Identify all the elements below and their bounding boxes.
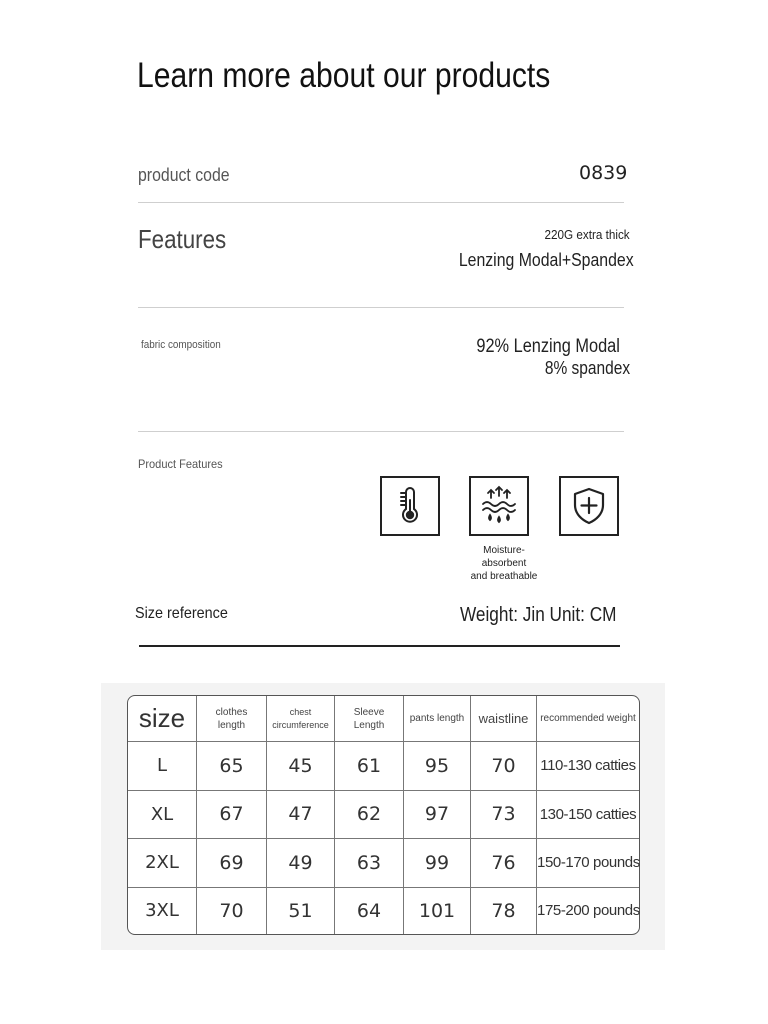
icon-caption bbox=[463, 544, 545, 583]
header-waistline: waistline bbox=[471, 696, 537, 742]
fabric-value-line1: 92% Lenzing Modal bbox=[476, 336, 620, 357]
cell-size: 2XL bbox=[128, 839, 197, 888]
cell-recommended-weight: 175-200 pounds bbox=[537, 902, 640, 920]
cell-chest: 49 bbox=[267, 839, 335, 888]
table-header-row bbox=[128, 696, 639, 742]
cell-waistline: 73 bbox=[471, 791, 537, 840]
cell-pants-length: 97 bbox=[404, 791, 471, 840]
divider bbox=[138, 202, 624, 203]
cell-chest: 45 bbox=[267, 742, 335, 791]
cell-size: XL bbox=[128, 791, 197, 840]
fabric-composition-label: fabric composition bbox=[141, 339, 221, 351]
page-title: Learn more about our products bbox=[137, 56, 551, 95]
cell-clothes-length: 69 bbox=[197, 839, 267, 888]
size-reference-divider bbox=[139, 645, 620, 647]
cell-waistline: 78 bbox=[471, 888, 537, 934]
product-code-value: 0839 bbox=[579, 162, 628, 184]
header-line: Sleeve bbox=[353, 706, 385, 718]
weight-unit-note: Weight: Jin Unit: CM bbox=[460, 604, 617, 626]
table-row bbox=[128, 742, 639, 791]
cell-pants-length: 101 bbox=[404, 888, 471, 934]
header-line: circumference bbox=[272, 719, 329, 730]
cell-chest: 51 bbox=[267, 888, 335, 934]
header-chest-circumference bbox=[267, 696, 335, 742]
cell-pants-length: 99 bbox=[404, 839, 471, 888]
fabric-value-line2: 8% spandex bbox=[544, 358, 630, 378]
cell-clothes-length: 65 bbox=[197, 742, 267, 791]
thermometer-icon bbox=[380, 476, 440, 536]
cell-size: 3XL bbox=[128, 888, 197, 934]
icon-caption-line1: Moisture-absorbent bbox=[481, 545, 527, 569]
cell-recommended-weight: 150-170 pounds bbox=[537, 839, 639, 888]
cell-sleeve: 61 bbox=[335, 742, 404, 791]
cell-waistline: 76 bbox=[471, 839, 537, 888]
divider bbox=[138, 307, 624, 308]
header-pants-length: pants length bbox=[404, 696, 471, 742]
cell-recommended-weight: 130-150 catties bbox=[537, 791, 639, 840]
cell-recommended-weight: 110-130 catties bbox=[537, 742, 639, 791]
header-size: size bbox=[128, 696, 197, 742]
header-line: chest bbox=[289, 706, 312, 717]
header-recommended-weight: recommended weight bbox=[537, 696, 639, 742]
product-features-label: Product Features bbox=[138, 457, 223, 471]
size-table bbox=[127, 695, 640, 935]
table-row bbox=[128, 791, 639, 840]
cell-clothes-length: 70 bbox=[197, 888, 267, 934]
table-row bbox=[128, 839, 639, 888]
header-sleeve-length bbox=[335, 696, 404, 742]
header-clothes-length bbox=[197, 696, 267, 742]
features-value-line2: Lenzing Modal+Spandex bbox=[459, 250, 634, 270]
cell-pants-length: 95 bbox=[404, 742, 471, 791]
product-code-label: product code bbox=[138, 165, 230, 185]
cell-waistline: 70 bbox=[471, 742, 537, 791]
divider bbox=[138, 431, 624, 432]
header-line: Length bbox=[353, 719, 385, 731]
moisture-wave-icon bbox=[469, 476, 529, 536]
features-label: Features bbox=[138, 224, 227, 254]
size-table-panel bbox=[101, 683, 665, 950]
cell-sleeve: 63 bbox=[335, 839, 404, 888]
table-row bbox=[128, 888, 639, 934]
cell-chest: 47 bbox=[267, 791, 335, 840]
features-value-line1: 220G extra thick bbox=[544, 227, 630, 242]
cell-clothes-length: 67 bbox=[197, 791, 267, 840]
cell-size: L bbox=[128, 742, 197, 791]
icon-caption-line2: and breathable bbox=[470, 571, 538, 582]
shield-plus-icon bbox=[559, 476, 619, 536]
header-line: length bbox=[217, 719, 246, 731]
size-reference-label: Size reference bbox=[135, 605, 228, 622]
header-line: clothes bbox=[215, 706, 248, 718]
cell-sleeve: 62 bbox=[335, 791, 404, 840]
cell-sleeve: 64 bbox=[335, 888, 404, 934]
